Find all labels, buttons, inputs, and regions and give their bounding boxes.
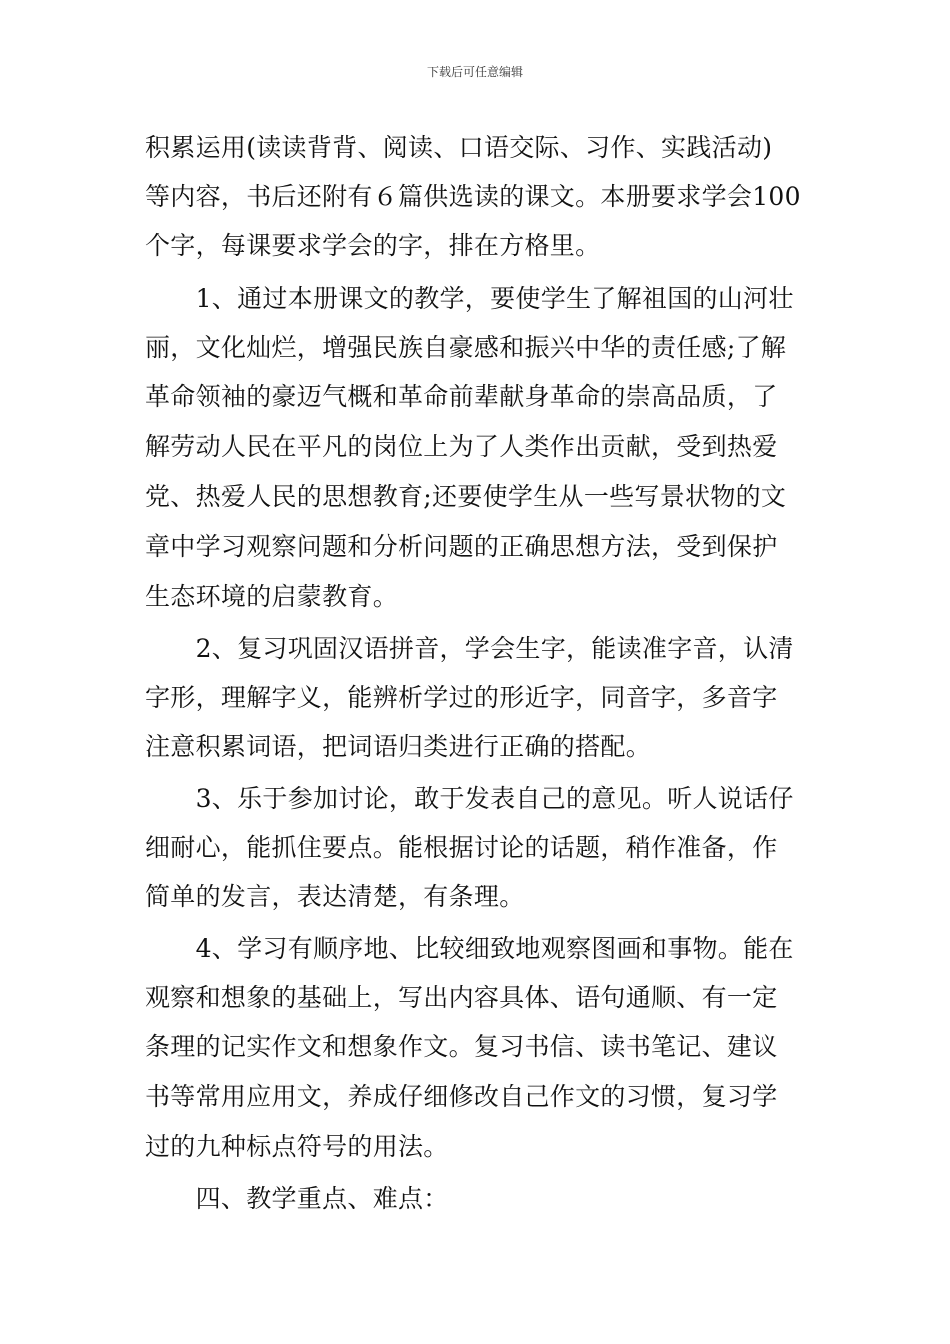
text-line: 书等常用应用文，养成仔细修改自己作文的习惯，复习学: [145, 1082, 778, 1111]
text-line: 2、复习巩固汉语拼音，学会生字，能读准字音，认清: [145, 634, 794, 663]
text-line: 观察和想象的基础上，写出内容具体、语句通顺、有一定: [145, 983, 778, 1012]
text-line: 条理的记实作文和想象作文。复习书信、读书笔记、建议: [145, 1032, 778, 1061]
text-line: 字形，理解字义，能辨析学过的形近字，同音字，多音字: [145, 683, 778, 712]
text-line: 解劳动人民在平凡的岗位上为了人类作出贡献，受到热爱: [145, 432, 778, 461]
text-line: 积累运用(读读背背、阅读、口语交际、习作、实践活动): [145, 133, 773, 162]
text-line: 等内容，书后还附有６篇供选读的课文。本册要求学会100: [145, 182, 801, 211]
text-line: 简单的发言，表达清楚，有条理。: [145, 882, 525, 911]
text-line: 章中学习观察问题和分析问题的正确思想方法，受到保护: [145, 532, 778, 561]
text-line: 革命领袖的豪迈气概和革命前辈献身革命的崇高品质，了: [145, 382, 778, 411]
text-line: 党、热爱人民的思想教育;还要使学生从一些写景状物的文: [145, 482, 787, 511]
text-line: 4、学习有顺序地、比较细致地观察图画和事物。能在: [145, 934, 794, 963]
text-line: 3、乐于参加讨论，敢于发表自己的意见。听人说话仔: [145, 784, 794, 813]
text-line: 细耐心，能抓住要点。能根据讨论的话题，稍作准备，作: [145, 833, 778, 862]
text-line: 生态环境的启蒙教育。: [145, 582, 399, 611]
text-line: 1、通过本册课文的教学，要使学生了解祖国的山河壮: [145, 284, 794, 313]
text-line: 丽，文化灿烂，增强民族自豪感和振兴中华的责任感;了解: [145, 333, 787, 362]
text-line: 过的九种标点符号的用法。: [145, 1132, 449, 1161]
section-heading: 四、教学重点、难点：: [145, 1184, 449, 1213]
text-line: 注意积累词语，把词语归类进行正确的搭配。: [145, 732, 652, 761]
text-line: 个字，每课要求学会的字，排在方格里。: [145, 231, 601, 260]
page-header: 下载后可任意编辑: [426, 65, 523, 79]
